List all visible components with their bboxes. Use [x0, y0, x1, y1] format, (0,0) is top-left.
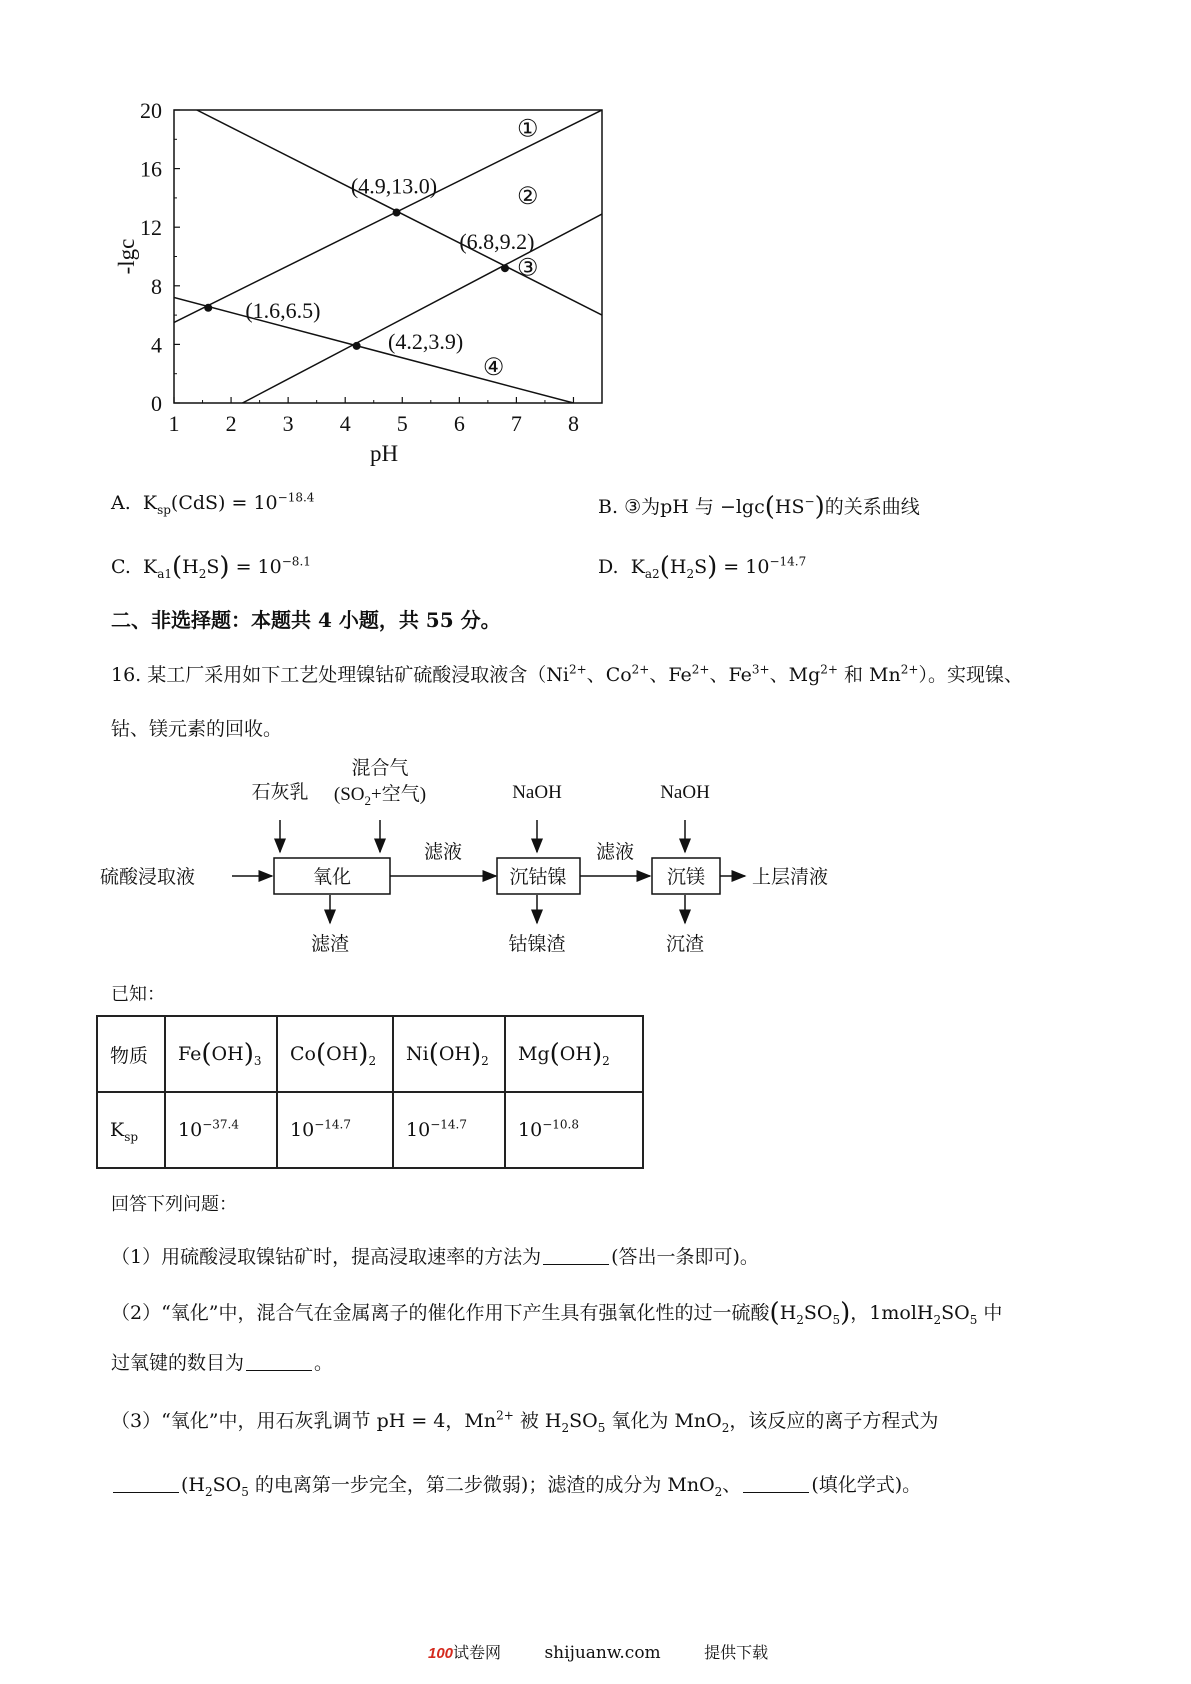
sub-question-3-line2: ($H_2SO_5$ 的电离第一步完全，第二步微弱)；滤渣的成分为 MnO$_2$、 (填化学式)。	[111, 1476, 921, 1495]
option-c: C. $K_{a1}(H_2S) = 10^{-8.1}$	[111, 552, 311, 582]
process-flowchart	[100, 750, 860, 970]
flow-end-label: 上层清液	[752, 867, 829, 888]
x-tick-label: 3	[282, 411, 294, 436]
ion-mn: $Mn^{2+}$	[869, 662, 919, 686]
site-url[interactable]: shijuanw.com	[544, 1643, 661, 1663]
annotation-label-4: (4.2,3.9)	[388, 328, 464, 354]
table-value-mgoh2: $10^{-10.8}$	[505, 1092, 643, 1168]
table-cell-cooh2: $Co(OH)_2$	[277, 1016, 393, 1092]
option-d: D. $K_{a2}(H_2S) = 10^{-14.7}$	[598, 552, 807, 582]
table-value-cooh2: $10^{-14.7}$	[277, 1092, 393, 1168]
ion-fe2: $Fe^{2+}$、	[668, 662, 729, 686]
flow-input-lime: 石灰乳	[251, 782, 309, 803]
y-tick-label: 20	[140, 98, 162, 123]
sub-question-1: （1）用硫酸浸取镍钴矿时，提高浸取速率的方法为 (答出一条即可)。	[111, 1246, 759, 1268]
x-tick-label: 2	[225, 411, 237, 436]
x-tick-label: 5	[396, 411, 408, 436]
q16-line1: 16. 某工厂采用如下工艺处理镍钴矿硫酸浸取液含（$Ni^{2+}$、$Co^{2+}$、$Fe^{2+}$、$Fe^{3+}$、$Mg^{2+}$ 和 $Mn^{2+}$）。实现镍、	[111, 662, 1023, 686]
series-label-4: ④	[482, 355, 505, 382]
table-row	[97, 1016, 643, 1092]
y-tick-label: 0	[151, 391, 162, 416]
q16-line2: 钴、镁元素的回收。	[111, 718, 283, 740]
ion-mg: $Mg^{2+}$ 和	[788, 662, 870, 686]
table-cell-mgoh2: $Mg(OH)_2$	[505, 1016, 643, 1092]
ion-ni: $Ni^{2+}$、	[546, 662, 606, 686]
sub-question-3-line1: （3）“氧化”中，用石灰乳调节 pH = 4，$Mn^{2+}$ 被 $H_2SO_5$ 氧化为 MnO$_2$，该反应的离子方程式为	[111, 1408, 939, 1435]
flow-arrow-2-label: 滤液	[595, 842, 635, 863]
chart	[0, 0, 620, 470]
annotation-label-2: (6.8,9.2)	[459, 229, 535, 255]
table-header-substance: 物质	[97, 1016, 165, 1092]
x-tick-label: 6	[453, 411, 465, 436]
flow-input-naoh-1: NaOH	[512, 782, 562, 803]
footer	[428, 1640, 768, 1663]
ksp-table	[96, 1015, 644, 1169]
annotation-point-2	[501, 264, 509, 272]
flow-start-label: 硫酸浸取液	[100, 867, 196, 888]
box-co-ni-label: 沉钴镍	[509, 867, 567, 888]
series-label-2: ②	[517, 183, 539, 210]
annotation-point-3	[204, 304, 212, 312]
series-line-4	[174, 298, 573, 403]
answer-blank-4[interactable]	[743, 1491, 809, 1493]
flow-arrow-1-label: 滤液	[423, 842, 463, 863]
series-label-3: ③	[517, 255, 539, 282]
box-oxidation-label: 氧化	[312, 867, 352, 888]
x-tick-label: 7	[510, 411, 522, 436]
download-note: 提供下载	[704, 1643, 769, 1662]
annotation-label-3: (1.6,6.5)	[245, 298, 321, 324]
answer-intro: 回答下列问题：	[111, 1194, 237, 1215]
sub-question-2-line1: （2）“氧化”中，混合气在金属离子的催化作用下产生具有强氧化性的过一硫酸$(H_2SO_5)$，$1molH_2SO_5$ 中	[111, 1298, 1003, 1328]
table-cell-feoh3: $Fe(OH)_3$	[165, 1016, 277, 1092]
table-value-nioh2: $10^{-14.7}$	[393, 1092, 505, 1168]
x-axis-label: pH	[369, 441, 399, 466]
x-tick-label: 8	[567, 411, 579, 436]
answer-blank-2[interactable]	[246, 1369, 312, 1371]
flow-input-naoh-2: NaOH	[660, 782, 710, 803]
flow-output-residue: 滤渣	[310, 934, 350, 955]
ion-co: $Co^{2+}$、	[605, 662, 669, 686]
y-tick-label: 12	[140, 215, 162, 241]
option-b: B. ③为pH 与 −lgc(HS−)的关系曲线	[598, 492, 920, 522]
table-value-feoh3: $10^{-37.4}$	[165, 1092, 277, 1168]
table-row	[97, 1092, 643, 1168]
box-mg-label: 沉镁	[666, 867, 706, 888]
annotation-point-4	[353, 342, 361, 350]
answer-blank-3[interactable]	[113, 1491, 179, 1493]
x-tick-label: 4	[339, 411, 351, 436]
ion-fe3: $Fe^{3+}$、	[728, 662, 789, 686]
flow-output-sediment: 沉渣	[665, 934, 705, 955]
flow-input-gas-formula: ($SO_2+$空气)	[333, 784, 427, 808]
flow-input-gas-label: 混合气	[351, 758, 409, 779]
flow-output-co-ni-residue: 钴镍渣	[508, 934, 566, 955]
y-tick-label: 4	[151, 332, 162, 358]
option-a: A. $K_{sp}(CdS) = 10^{-18.4}$	[111, 490, 315, 517]
annotation-label-1: (4.9,13.0)	[350, 173, 438, 199]
site-logo: 100	[428, 1645, 454, 1662]
series-label-1: ①	[517, 116, 539, 143]
y-tick-label: 8	[151, 273, 162, 299]
table-cell-nioh2: $Ni(OH)_2$	[393, 1016, 505, 1092]
known-label: 已知：	[111, 984, 165, 1005]
section-heading: 二、非选择题：本题共 4 小题，共 55 分。	[111, 608, 501, 632]
x-tick-label: 1	[168, 411, 180, 436]
sub-question-2-line2: 过氧键的数目为 。	[111, 1352, 334, 1374]
site-name: 试卷网	[453, 1643, 502, 1662]
y-tick-label: 16	[140, 156, 162, 182]
y-axis-label: -lgc	[114, 238, 139, 275]
table-header-ksp: $K_{sp}$	[97, 1092, 165, 1168]
annotation-point-1	[393, 209, 401, 217]
answer-blank-1[interactable]	[543, 1263, 609, 1265]
